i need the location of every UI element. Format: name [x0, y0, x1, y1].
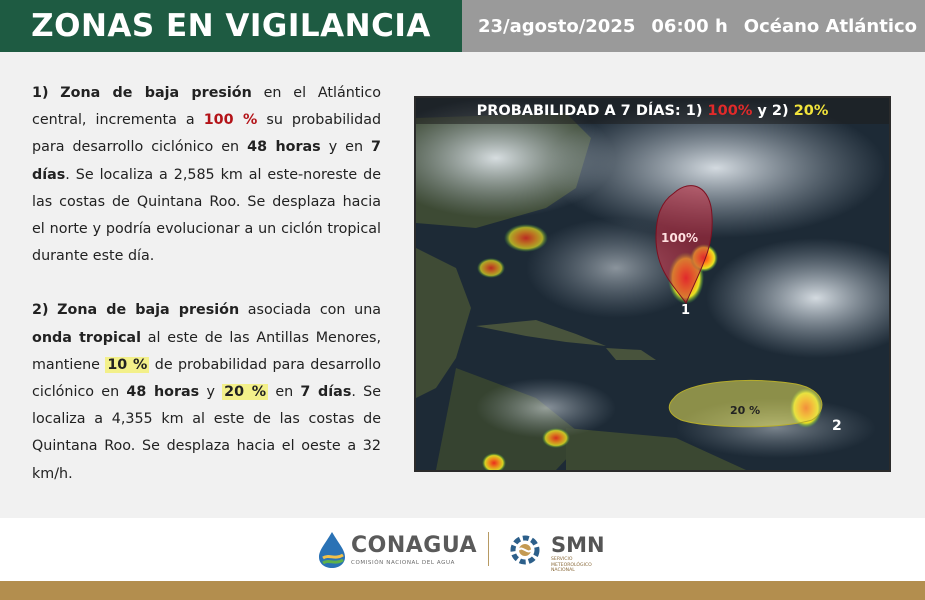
- zone1-marker: 1: [681, 303, 691, 318]
- zone2-marker: 2: [832, 418, 842, 434]
- header-time: 06:00 h: [651, 15, 728, 37]
- header-region: Océano Atlántico: [743, 15, 918, 37]
- zone2-paragraph: 2) Zona de baja presión asociada con una onda tropical al este de las Antillas Menores, mantiene 10 % de probabilidad para desarrollo ciclónico en 48 horas y 20 % en 7 días. Se localiza a 4,355 km al este de las costas de Quintana Roo. Se desplaza hacia el oeste a 32 km/h.: [32, 302, 382, 482]
- conagua-subtitle: COMISIÓN NACIONAL DEL AGUA: [351, 560, 455, 566]
- zone1-probability: 100 %: [203, 112, 258, 129]
- footer-divider: [488, 532, 489, 566]
- zone2-probability-48h: 10 %: [107, 356, 148, 373]
- zone1-label: 100%: [661, 231, 699, 245]
- zone1-name: Zona de baja presión: [60, 85, 252, 101]
- satellite-map: [414, 96, 891, 472]
- conagua-name: CONAGUA: [351, 533, 478, 558]
- zone1-paragraph: 1) Zona de baja presión en el Atlántico central, incrementa a 100 % su probabilidad para desarrollo ciclónico en 48 horas y en 7 días. Se localiza a 2,585 km al este-noreste de las costas de Quintana Roo. Se desplaza hacia el norte y podría evolucionar a un ciclón tropical durante este día.: [32, 85, 382, 265]
- page-title: ZONAS EN VIGILANCIA: [0, 0, 462, 52]
- zone2-probability-7d: 20 %: [224, 384, 267, 401]
- header: [0, 0, 925, 52]
- conagua-drop-icon: [315, 530, 349, 570]
- conagua-logo: [315, 530, 478, 572]
- bottom-strip: [0, 581, 925, 600]
- satellite-image: [416, 98, 889, 470]
- zone2-label: 20 %: [730, 404, 761, 417]
- smn-sun-icon: [505, 530, 545, 570]
- map-banner: PROBABILIDAD A 7 DÍAS: 1) 100% y 2) 20%: [416, 98, 889, 124]
- zone2-name: Zona de baja presión: [57, 302, 240, 319]
- header-date: 23/agosto/2025: [478, 15, 636, 37]
- bulletin-text: [32, 80, 381, 488]
- header-info: [462, 0, 925, 52]
- footer: [0, 518, 925, 581]
- smn-subtitle: SERVICIO METEOROLÓGICO NACIONAL: [551, 557, 592, 573]
- smn-logo: [505, 530, 615, 572]
- smn-name: SMN: [551, 533, 605, 557]
